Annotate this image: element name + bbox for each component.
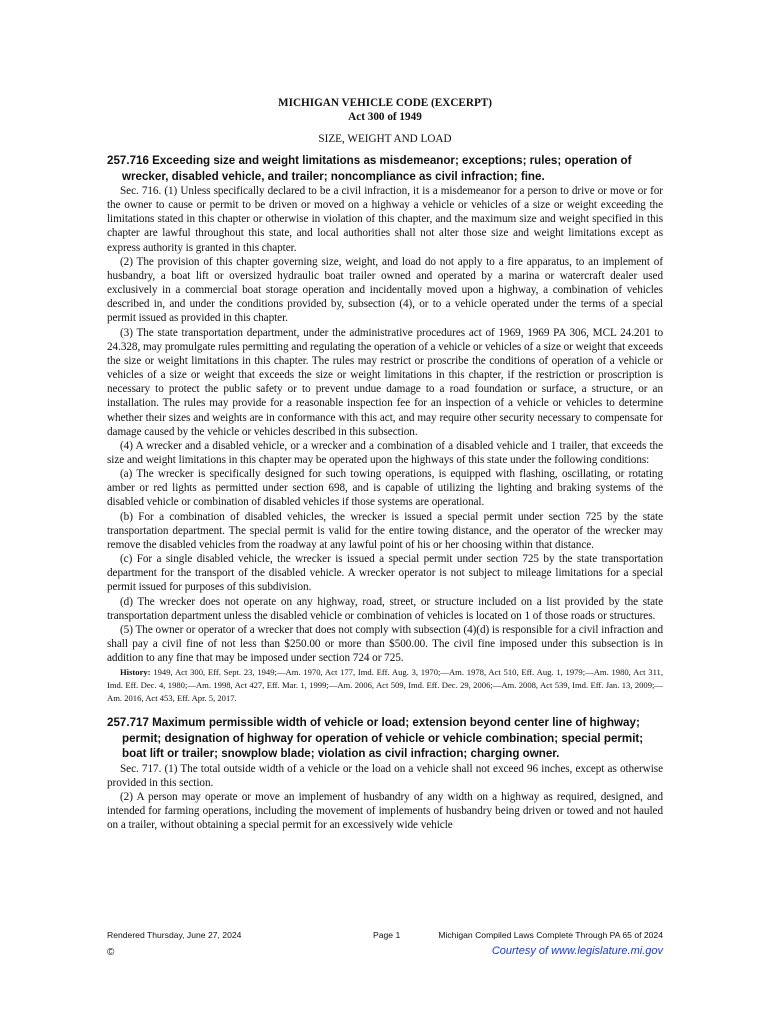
section-paragraph: (4) A wrecker and a disabled vehicle, or a wrecker and a combination of a disabled vehicle and 1 trailer, that exceeds the size and weight limitations in this chapter may be operated upon the highways of this state under the following conditions: bbox=[107, 439, 663, 466]
section-paragraph: (b) For a combination of disabled vehicles, the wrecker is issued a special permit under section 725 by the state transportation department. The special permit is valid for the entire towing distance, and the operator of the wrecker may remove the disabled vehicles from the roadway at any lawful point of his or her choosing within that distance. bbox=[107, 510, 663, 551]
rendered-date: Rendered Thursday, June 27, 2024 bbox=[107, 930, 242, 940]
section-paragraph: (a) The wrecker is specifically designed for such towing operations, is equipped with flashing, oscillating, or rotating amber or red lights as permitted under section 698, and is capable of utilizing the lighting and braking systems of the disabled vehicle or combination of disabled vehicles if those systems are operational. bbox=[107, 468, 663, 509]
section-paragraph: (c) For a single disabled vehicle, the wrecker is issued a special permit under section 725 by the state transportation department for the transport of the disabled vehicle. A wrecker operator is not subject to mileage limitations for a special permit issued for purposes of this subdivision. bbox=[107, 553, 663, 594]
act-number: Act 300 of 1949 bbox=[348, 111, 422, 123]
copyright-symbol: © bbox=[107, 947, 115, 958]
section-heading-257-717: 257.717 Maximum permissible width of vehicle or load; extension beyond center line of highway; permit; designation of highway for operation of vehicle or vehicle combination; special permit; boat lift or trailer; snowplow blade; violation as civil infraction; charging owner. bbox=[107, 716, 644, 761]
history-note bbox=[107, 666, 663, 705]
section-paragraph: (d) The wrecker does not operate on any highway, road, street, or structure included on a list provided by the state transportation department unless the disabled vehicle or combination of vehicles is located on 1 of those roads or structures. bbox=[107, 595, 663, 622]
section-paragraph: (2) The provision of this chapter governing size, weight, and load do not apply to a fire apparatus, to an implement of husbandry, a boat lift or oversized hydraulic boat trailer owned and operated by a marina or watercraft dealer used exclusively in a commercial boat storage operation and incidentally moved upon a highway, a combination of vehicles described in, and under the conditions provided by, subsection (4), or to a vehicle operated under the terms of a special permit issued as provided in this chapter. bbox=[107, 255, 663, 325]
compiled-note: Michigan Compiled Laws Complete Through PA 65 of 2024 bbox=[438, 930, 663, 940]
history-label: History: bbox=[120, 667, 151, 678]
page-number: Page 1 bbox=[373, 930, 401, 940]
courtesy-link[interactable]: Courtesy of www.legislature.mi.gov bbox=[491, 945, 663, 957]
section-paragraph: Sec. 717. (1) The total outside width of a vehicle or the load on a vehicle shall not exceed 96 inches, except as otherwise provided in this section. bbox=[107, 762, 663, 789]
section-paragraph: Sec. 716. (1) Unless specifically declared to be a civil infraction, it is a misdemeanor for a person to drive or move or for the owner to cause or permit to be driven or moved on a highway a vehicle or vehicles of a size or weight exceeding the limitations stated in this chapter or otherwise in violation of this chapter, and the maximum size and weight specified in this chapter are lawful throughout this state, and local authorities shall not alter those size and weight limitations except as express authority is granted in this chapter. bbox=[107, 185, 663, 254]
section-heading-257-716: 257.716 Exceeding size and weight limitations as misdemeanor; exceptions; rules; operation of wrecker, disabled vehicle, and trailer; noncompliance as civil infraction; fine. bbox=[107, 154, 632, 183]
section-paragraph: (5) The owner or operator of a wrecker that does not comply with subsection (4)(d) is responsible for a civil infraction and shall pay a civil fine of not less than $250.00 or more than $500.00. The civil fine imposed under this subsection is in addition to any fine that may be imposed under section 724 or 725. bbox=[107, 623, 663, 665]
document-title: MICHIGAN VEHICLE CODE (EXCERPT) bbox=[278, 97, 492, 109]
section-paragraph: (3) The state transportation department, under the administrative procedures act of 1969, 1969 PA 306, MCL 24.201 to 24.328, may promulgate rules permitting and regulating the operation of a vehicle or vehicles of a size or weight that exceeds the size or weight limitations in this chapter. The rules may restrict or proscribe the conditions of operation of a vehicle or vehicles of a size or weight that exceeds the size or weight limitations in this chapter, if the restriction or proscription is necessary to protect the public safety or to prevent undue damage to a road foundation or surface, a structure, or an installation. The rules may provide for a reasonable inspection fee for an inspection of a vehicle or vehicles to determine whether their sizes and weights are in conformance with this act, and may require other security necessary to compensate for damage caused by the vehicle or vehicles described in this subsection. bbox=[107, 326, 663, 438]
document-page bbox=[107, 96, 663, 833]
chapter-title: SIZE, WEIGHT AND LOAD bbox=[318, 133, 452, 145]
history-text: 1949, Act 300, Eff. Sept. 23, 1949;—Am. 1970, Act 177, Imd. Eff. Aug. 3, 1970;—Am. 1978, Act 510, Eff. Aug. 1, 1979;—Am. 1980, Act 311, Imd. Eff. Dec. 4, 1980;—Am. 1998, Act 427, Eff. Mar. 1, 1999;—Am. 2006, Act 509, Imd. Eff. Dec. 29, 2006;—Am. 2008, Act 539, Imd. Eff. Jan. 13, 2009;—Am. 2016, Act 453, Eff. Apr. 5, 2017. bbox=[107, 667, 663, 704]
section-paragraph: (2) A person may operate or move an implement of husbandry of any width on a highway as required, designed, and intended for farming operations, including the movement of implements of husbandry being driven or towed and not hauled on a trailer, without obtaining a special permit for an excessively wide vehicle bbox=[107, 791, 663, 832]
